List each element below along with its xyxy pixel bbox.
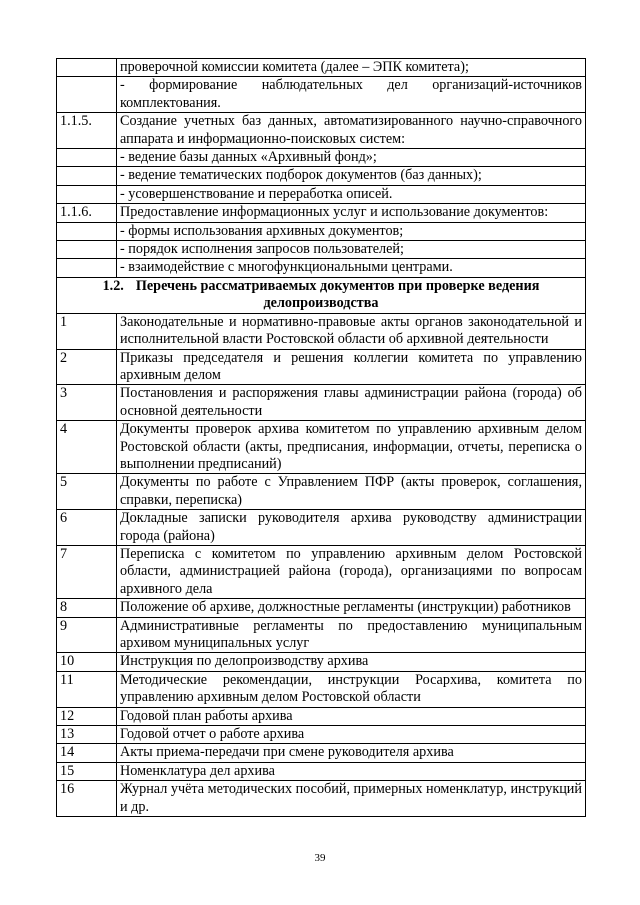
row-number: 8 [57, 599, 117, 617]
row-number: 15 [57, 762, 117, 780]
table-row [57, 762, 586, 780]
table-row [57, 510, 586, 546]
table-row [57, 671, 586, 707]
top-row [57, 185, 586, 203]
row-number: 7 [57, 545, 117, 598]
row-text: - взаимодействие с многофункциональными центрами. [117, 259, 586, 277]
section-heading-row [57, 277, 586, 313]
row-number [57, 59, 117, 77]
row-number: 4 [57, 421, 117, 474]
table-row [57, 421, 586, 474]
table-row [57, 653, 586, 671]
top-row [57, 204, 586, 222]
row-number: 10 [57, 653, 117, 671]
row-number: 16 [57, 781, 117, 817]
document-table [56, 58, 586, 817]
row-number: 1.1.6. [57, 204, 117, 222]
row-text: - порядок исполнения запросов пользователей; [117, 241, 586, 259]
row-text: Методические рекомендации, инструкции Росархива, комитета по управлению архивным делом Ростовской области [117, 671, 586, 707]
row-text: - усовершенствование и переработка описей. [117, 185, 586, 203]
row-number [57, 185, 117, 203]
row-text: - ведение базы данных «Архивный фонд»; [117, 149, 586, 167]
row-number: 9 [57, 617, 117, 653]
row-text: Постановления и распоряжения главы администрации района (города) об основной деятельности [117, 385, 586, 421]
row-text: Номенклатура дел архива [117, 762, 586, 780]
row-text: - ведение тематических подборок документов (баз данных); [117, 167, 586, 185]
section-heading [57, 277, 586, 313]
row-number: 11 [57, 671, 117, 707]
top-row [57, 241, 586, 259]
row-number: 13 [57, 726, 117, 744]
row-text: Приказы председателя и решения коллегии комитета по управлению архивным делом [117, 349, 586, 385]
row-text: Документы по работе с Управлением ПФР (акты проверок, соглашения, справки, переписка) [117, 474, 586, 510]
row-number: 5 [57, 474, 117, 510]
row-text: Акты приема-передачи при смене руководителя архива [117, 744, 586, 762]
row-text: Создание учетных баз данных, автоматизированного научно-справочного аппарата и информационно-поисковых систем: [117, 113, 586, 149]
row-text: Административные регламенты по предоставлению муниципальным архивом муниципальных услуг [117, 617, 586, 653]
table-row [57, 599, 586, 617]
row-text: Годовой план работы архива [117, 707, 586, 725]
top-row [57, 259, 586, 277]
table-row [57, 545, 586, 598]
table-row [57, 385, 586, 421]
top-row [57, 77, 586, 113]
table-row [57, 617, 586, 653]
row-text: Инструкция по делопроизводству архива [117, 653, 586, 671]
top-row [57, 222, 586, 240]
section-title: Перечень рассматриваемых документов при проверке ведения делопроизводства [135, 277, 540, 312]
row-number [57, 259, 117, 277]
row-text: Законодательные и нормативно-правовые акты органов законодательной и исполнительной власти Ростовской области об архивной деятельности [117, 313, 586, 349]
row-text: Предоставление информационных услуг и использование документов: [117, 204, 586, 222]
table-row [57, 726, 586, 744]
row-number [57, 77, 117, 113]
row-number [57, 149, 117, 167]
section-number: 1.2. [102, 277, 124, 294]
row-text: Переписка с комитетом по управлению архивным делом Ростовской области, администрацией района (города), организациями по вопросам архивного дела [117, 545, 586, 598]
table-row [57, 707, 586, 725]
top-row [57, 149, 586, 167]
row-number [57, 222, 117, 240]
row-number: 6 [57, 510, 117, 546]
row-text: Документы проверок архива комитетом по управлению архивным делом Ростовской области (акты, предписания, информации, отчеты, переписка о выполнении предписаний) [117, 421, 586, 474]
row-number: 1 [57, 313, 117, 349]
row-text: - формирование наблюдательных дел организаций-источников комплектования. [117, 77, 586, 113]
row-number: 2 [57, 349, 117, 385]
row-text: Положение об архиве, должностные регламенты (инструкции) работников [117, 599, 586, 617]
row-text: проверочной комиссии комитета (далее – ЭПК комитета); [117, 59, 586, 77]
row-number: 12 [57, 707, 117, 725]
row-text: Докладные записки руководителя архива руководству администрации города (района) [117, 510, 586, 546]
row-number: 14 [57, 744, 117, 762]
table-row [57, 781, 586, 817]
table-row [57, 313, 586, 349]
row-number: 1.1.5. [57, 113, 117, 149]
top-row [57, 167, 586, 185]
table-row [57, 349, 586, 385]
top-row [57, 59, 586, 77]
row-text: Годовой отчет о работе архива [117, 726, 586, 744]
table-row [57, 474, 586, 510]
page-number: 39 [314, 852, 326, 864]
row-number [57, 167, 117, 185]
row-number: 3 [57, 385, 117, 421]
table-row [57, 744, 586, 762]
top-row [57, 113, 586, 149]
row-text: - формы использования архивных документов; [117, 222, 586, 240]
row-text: Журнал учёта методических пособий, примерных номенклатур, инструкций и др. [117, 781, 586, 817]
row-number [57, 241, 117, 259]
